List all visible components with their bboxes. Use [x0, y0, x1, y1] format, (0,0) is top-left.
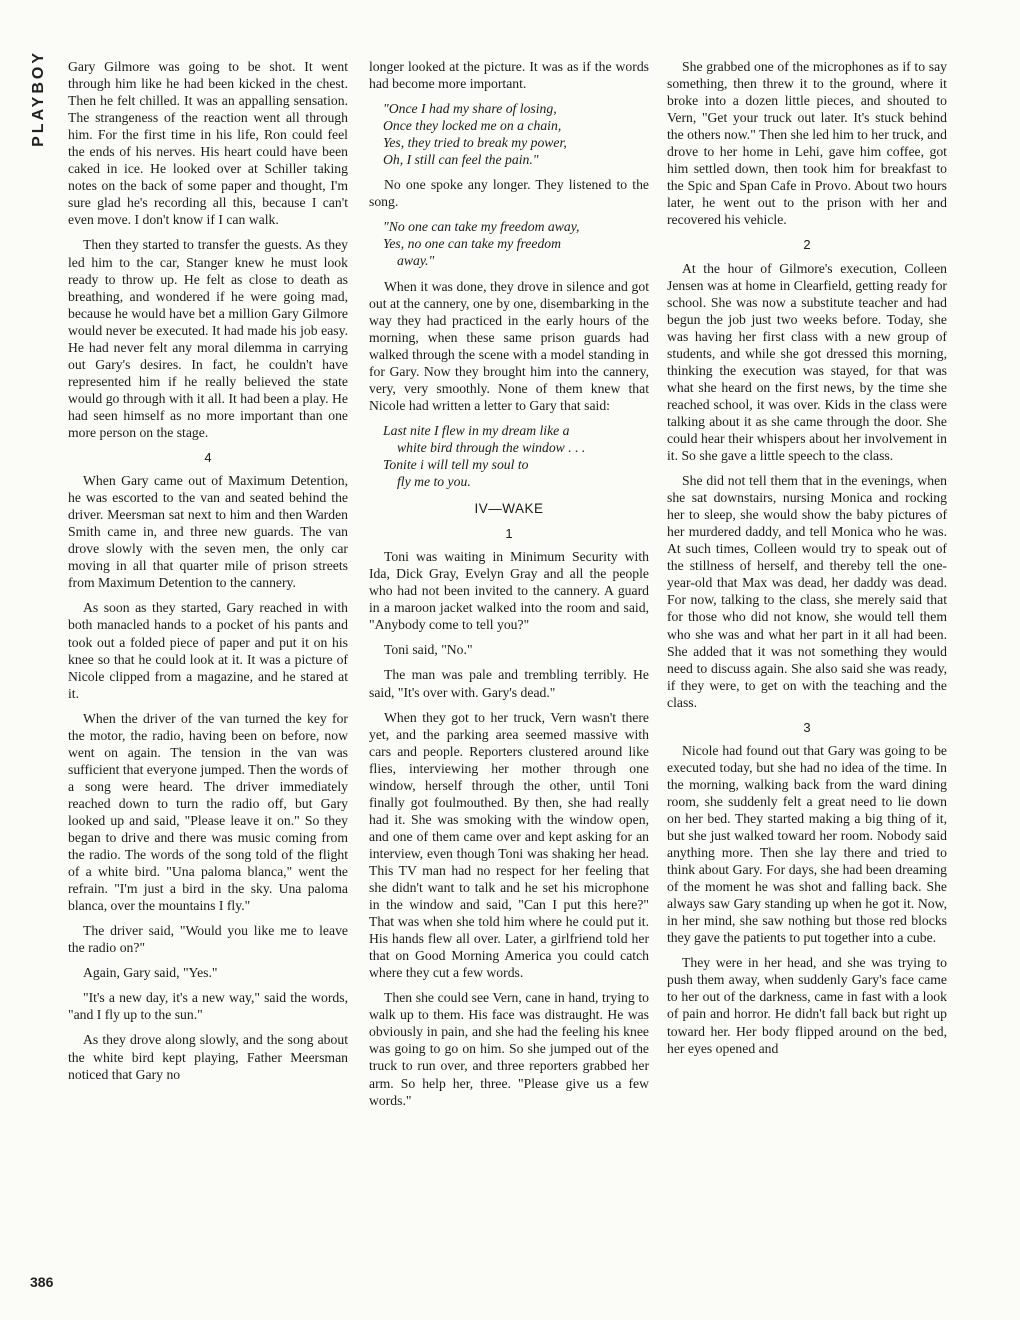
page-number: 386: [30, 1274, 54, 1290]
verse-line: Yes, they tried to break my power,: [383, 135, 567, 151]
paragraph: Toni was waiting in Minimum Security with Ida, Dick Gray, Evelyn Gray and all the people who had not been invited to the cannery. A guard in a maroon jacket walked into the room and said, "Anybody come to tell you?": [369, 549, 649, 633]
song-lyrics: [383, 100, 649, 168]
column-1: [68, 58, 348, 1091]
magazine-masthead: PLAYBOY: [30, 50, 47, 147]
paragraph: Then they started to transfer the guests. As they led him to the car, Stanger knew he must look ready to throw up. He felt as close to death as breathing, and wondered if he were going mad, because he would have bet a million Gary Gilmore would never be executed. It had made his job easy. He had never felt any moral dilemma in carrying out Gary's desires. In fact, he couldn't have represented him if he really believed the state would go through with it all. It had been a play. He had seen himself as no more important than one more person on the stage.: [68, 237, 348, 440]
paragraph: They were in her head, and she was trying to push them away, when suddenly Gary's face came to her out of the darkness, came in fast with a look of pain and horror. He didn't fall back but right up toward her. Her body flipped around on the bed, her eyes opened and: [667, 955, 947, 1056]
verse-line: "Once I had my share of losing,: [383, 101, 557, 117]
paragraph: Gary Gilmore was going to be shot. It went through him like he had been kicked in the chest. Then he felt chilled. It was an appalling sensation. The strangeness of the reaction went all through him. For the first time in his life, Ron could feel the ends of his nerves. His heart could have been caked in ice. He looked over at Schiller taking notes on the back of some paper and thought, I'm sure glad he's recording all this, because I can't even move. I don't know if I can walk.: [68, 59, 348, 228]
paragraph: Then she could see Vern, cane in hand, trying to walk up to them. His face was distraught. He was obviously in pain, and she had the feeling his knee was going to go on him. So she jumped out of the truck to run over, and three reporters grabbed her arm. So help her, three. "Please give us a few words.": [369, 990, 649, 1108]
verse-line: away.": [397, 253, 435, 269]
paragraph: Again, Gary said, "Yes.": [83, 965, 218, 981]
paragraph: Nicole had found out that Gary was going to be executed today, but she had no idea of the time. In the morning, walking back from the ward dining room, she suddenly felt a great need to lie down on her bed. They started making a big thing of it, but she just walked toward her room. Nobody said anything more. Then she lay there and tried to think about Gary. For days, she had been dreaming of the moment he was shot and falling back. She always saw Gary standing up when he got it. Now, in her mind, she saw nothing but those red blocks they gave the patients to put together into a cube.: [667, 742, 947, 946]
verse-line: Last nite I flew in my dream like a: [383, 422, 570, 438]
letter-excerpt: [383, 422, 649, 490]
paragraph: She grabbed one of the microphones as if to say something, then threw it to the ground, where it broke into a dozen little pieces, and shouted to Vern, "Get your truck out later. It's stuck behind the others now." Then she led him to her truck, and drove to her home in Lehi, gave him coffee, got him settled down, then took him for breakfast to the Spic and Span Cafe in Provo. About two hours later, he went out to the prison with her and recovered his vehicle.: [667, 59, 947, 228]
song-lyrics: [383, 218, 649, 269]
paragraph: When they got to her truck, Vern wasn't there yet, and the parking area seemed massive with cars and people. Reporters clustered around like flies, interviewing her mother through one window, herself through the other, until Toni finally got foulmouthed. By then, she had really had it. She was smoking with the window open, and one of them came over and kept asking for an interview, even though Toni was shaking her head. This TV man had no respect for her feeling that she didn't want to talk and he set his microphone in the window and said, "Can I put this here?" That was when she told him where he could put it. His hands flew all over. Later, a girlfriend told her that on Good Morning America you could catch where they cut a few words.: [369, 709, 649, 981]
paragraph: Toni said, "No.": [384, 642, 473, 658]
column-2: [369, 58, 649, 1117]
section-number: 1: [505, 526, 513, 542]
section-number: 3: [803, 719, 811, 735]
chapter-heading: IV—WAKE: [474, 501, 544, 517]
paragraph: longer looked at the picture. It was as if the words had become more important.: [369, 59, 649, 92]
paragraph: At the hour of Gilmore's execution, Colleen Jensen was at home in Clearfield, getting ready for school. She was now a substitute teacher and had begun the job just two weeks before. Today, she was having her first class with a new group of students, and while she got dressed this morning, thinking the execution was stayed, for that was what she heard on the first news, by the time she reached school, it was over. Kids in the class were talking about it as she came through the door. She could hear their whispers about her involvement in it. So she gave a little speech to the class.: [667, 260, 947, 464]
paragraph: As soon as they started, Gary reached in with both manacled hands to a pocket of his pants and took out a folded piece of paper and put it on his knee so that he could look at it. It was a picture of Nicole clipped from a magazine, and he stared at it.: [68, 600, 348, 701]
verse-line: "No one can take my freedom away,: [383, 219, 580, 235]
paragraph: The driver said, "Would you like me to leave the radio on?": [68, 923, 348, 956]
verse-line: white bird through the window . . .: [397, 439, 586, 455]
verse-line: fly me to you.: [397, 474, 471, 490]
section-number: 2: [803, 237, 811, 253]
paragraph: As they drove along slowly, and the song about the white bird kept playing, Father Meersman noticed that Gary no: [68, 1032, 348, 1082]
verse-line: Oh, I still can feel the pain.": [383, 152, 539, 168]
paragraph: When the driver of the van turned the key for the motor, the radio, having been on before, now went on again. The tension in the van was sufficient that everyone jumped. Then the words of a song were heard. The driver immediately reached down to turn the radio off, but Gary looked up and said, "Please leave it on." So they began to drive and there was music coming from the radio. The words of the song told of the flight of a white bird. "Una paloma blanca," went the refrain. "I'm just a bird in the sky. Una paloma blanca, over the mountains I fly.": [68, 710, 349, 914]
paragraph: "It's a new day, it's a new way," said the words, "and I fly up to the sun.": [68, 990, 348, 1023]
verse-line: Tonite i will tell my soul to: [383, 456, 529, 472]
paragraph: No one spoke any longer. They listened to the song.: [369, 177, 649, 210]
paragraph: She did not tell them that in the evenings, when she sat downstairs, nursing Monica and rocking her to sleep, she would show the baby pictures of her murdered daddy, and tell Monica who he was. At such times, Colleen would try to speak out of the stillness of herself, and thereby tell the one-year-old that Max was dead, her daddy was dead. For now, talking to the class, she merely said that for those who did not know, she would tell them who she was and what her part in it all had been. She added that it was not something they would need to discuss again. She also said she was ready, if they were, to get on with the teaching and the class.: [667, 473, 947, 710]
verse-line: Yes, no one can take my freedom: [383, 236, 562, 252]
paragraph: The man was pale and trembling terribly. He said, "It's over with. Gary's dead.": [369, 667, 649, 700]
paragraph: When it was done, they drove in silence and got out at the cannery, one by one, disembarking in the way they had practiced in the early hours of the morning, when these same prison guards had walked through the scene with a model standing in for Gary. Now they brought him into the cannery, very, very smoothly. None of them knew that Nicole had written a letter to Gary that said:: [369, 278, 649, 413]
section-number: 4: [204, 450, 212, 466]
paragraph: When Gary came out of Maximum Detention, he was escorted to the van and seated behind the driver. Meersman sat next to him and then Warden Smith came in, and three new guards. The van drove slowly with the seven men, the only car moving in all that quarter mile of prison streets from Maximum Detention to the cannery.: [68, 473, 348, 591]
column-3: [667, 58, 947, 1065]
verse-line: Once they locked me on a chain,: [383, 118, 562, 134]
